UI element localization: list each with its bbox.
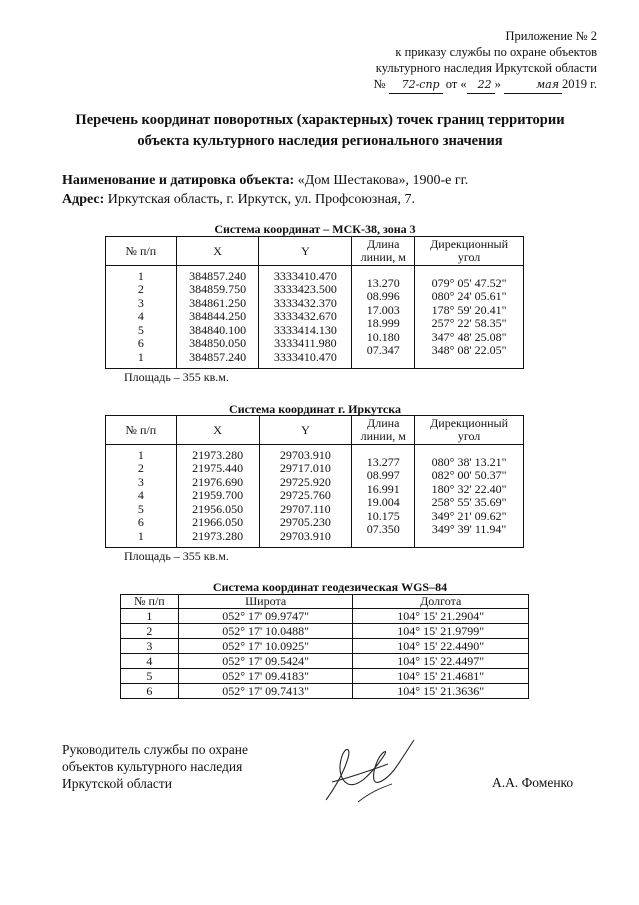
table2-y-column: 29703.910 29717.010 29725.920 29725.760 29707.110 29705.230 29703.910 [259,445,352,548]
table3-header-lat: Широта [178,595,353,609]
table1-header-num: № п/п [106,237,177,266]
table2-header-x: X [176,416,259,445]
table1-caption: Система координат – МСК-38, зона 3 [214,222,416,236]
table-row: 2 052° 17' 10.0488" 104° 15' 21.9799" [121,624,529,639]
table2-x-column: 21973.280 21975.440 21976.690 21959.700 21956.050 21966.050 21973.280 [176,445,259,548]
table-row: 6 052° 17' 09.7413" 104° 15' 21.3636" [121,684,529,699]
table2-num-column: 1 2 3 4 5 6 1 [106,445,177,548]
table3-header-num: № п/п [121,595,179,609]
signatory-position [62,741,248,792]
table-row: 5 052° 17' 09.4183" 104° 15' 21.4681" [121,669,529,684]
table2-caption: Система координат г. Иркутска [229,402,401,416]
table2-header-length: Длина линии, м [352,416,415,445]
handwritten-signature [318,728,418,808]
table2-area: Площадь – 355 кв.м. [124,549,229,563]
object-name-line [62,171,468,190]
order-number-prefix: № [373,77,386,91]
table1-direction-column: 079° 05' 47.52" 080° 24' 05.61" 178° 59' 20.41" 257° 22' 58.35" 347° 48' 25.08" 348° 08' 22.05" [415,266,524,369]
page-title [40,110,600,152]
appendix-number: Приложение № 2 [505,29,597,43]
object-address-line [62,190,468,209]
object-address-value: Иркутская область, г. Иркутск, ул. Профсоюзная, 7. [107,192,415,207]
table1-body-row [106,266,524,369]
signatory-line-1: Руководитель службы по охране [62,742,249,757]
signatory-line-3: Иркутской области [62,776,173,791]
order-month-handwritten: мая [504,77,562,94]
order-day-handwritten: 22 [467,77,495,94]
title-line-2: объекта культурного наследия регионального значения [137,133,503,149]
order-year: 2019 г. [562,77,597,91]
object-info [62,171,468,209]
table3-caption: Система координат геодезическая WGS–84 [212,580,448,594]
table1-y-column: 3333410.470 3333423.500 3333432.370 3333432.670 3333414.130 3333411.980 3333410.470 [259,266,352,369]
table-row: 4 052° 17' 09.5424" 104° 15' 22.4497" [121,654,529,669]
appendix-header [337,28,597,94]
table1-header-direction: Дирекционный угол [415,237,524,266]
table2-header-row [106,416,524,445]
order-from-label: от « [445,77,467,91]
table-row: 3 052° 17' 10.0925" 104° 15' 22.4490" [121,639,529,654]
title-line-1: Перечень координат поворотных (характерных) точек границ территории [75,112,565,128]
object-name-value: «Дом Шестакова», 1900-е гг. [297,173,469,188]
table2-length-column: 13.277 08.997 16.991 19.004 10.175 07.350 [352,445,415,548]
table1-header-y: Y [259,237,352,266]
table1-header-x: X [176,237,259,266]
table2-header-y: Y [259,416,352,445]
table1-length-column: 13.270 08.996 17.003 18.999 10.180 07.347 [352,266,415,369]
table2-body-row [106,445,524,548]
appendix-order-details [337,76,597,94]
table3-header-row [121,595,529,609]
table3-wgs84 [120,594,529,699]
table2-header-num: № п/п [106,416,177,445]
table1-header-row [106,237,524,266]
table-row: 1 052° 17' 09.9747" 104° 15' 21.2904" [121,609,529,624]
table1-num-column: 1 2 3 4 5 6 1 [106,266,177,369]
object-name-label: Наименование и датировка объекта: [62,173,295,188]
object-address-label: Адрес: [62,192,105,207]
appendix-order-line: к приказу службы по охране объектов [395,45,597,59]
table1-header-length: Длина линии, м [352,237,415,266]
order-number-handwritten: 72-спр [389,77,443,94]
table2-header-direction: Дирекционный угол [415,416,524,445]
table1-x-column: 384857.240 384859.750 384861.250 384844.250 384840.100 384850.050 384857.240 [176,266,259,369]
table1-msk38 [105,236,524,369]
order-quote-close: » [494,77,501,91]
table3-header-lon: Долгота [353,595,529,609]
table2-irkutsk [105,415,524,548]
signatory-line-2: объектов культурного наследия [62,759,243,774]
appendix-service-line: культурного наследия Иркутской области [375,61,597,75]
table2-direction-column: 080° 38' 13.21" 082° 00' 50.37" 180° 32' 22.40" 258° 55' 35.69" 349° 21' 09.62" 349° 39' 11.94" [415,445,524,548]
table1-area: Площадь – 355 кв.м. [124,370,229,384]
signatory-name: А.А. Фоменко [492,775,574,790]
